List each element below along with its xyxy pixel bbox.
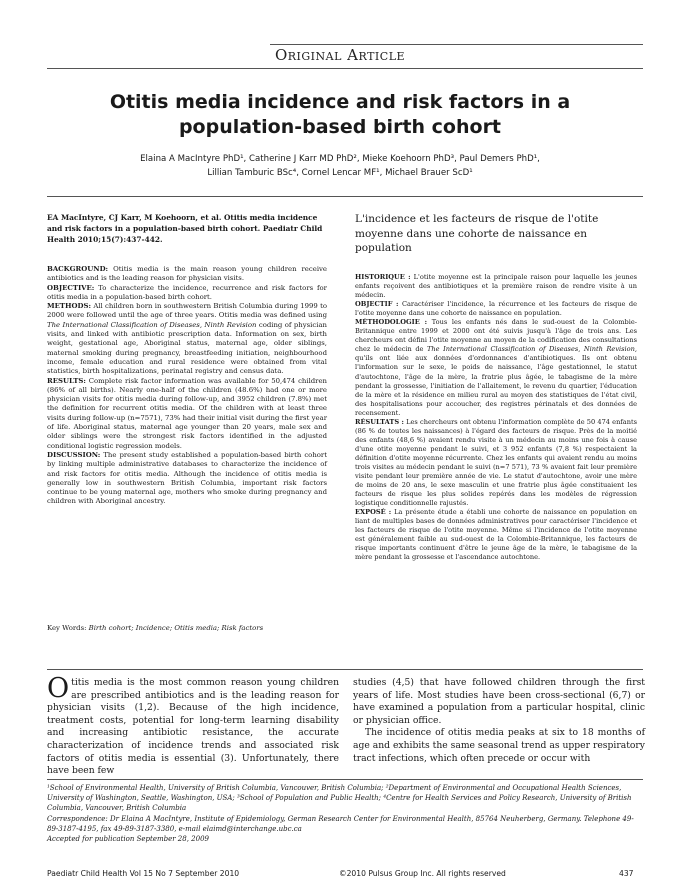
affiliations: ¹School of Environmental Health, University of British Columbia, Vancouver, British Columbia; ²Department of Environmental and Occupational Health Sciences, University of Washington, Seattle, Washington, USA; ³School of Population and Public Health; ⁴Centre for Health Services and Policy Research, University of British Columbia, Vancouver, British Columbia xyxy=(47,784,632,813)
fr-objectif-text: Caractériser l'incidence, la récurrence et les facteurs de risque de l'otite moyenne dans une cohorte de naissance en population. xyxy=(355,300,637,318)
body-column-2 xyxy=(353,677,645,765)
abstract-discussion-label: DISCUSSION: xyxy=(47,450,101,459)
footnote-rule xyxy=(47,779,643,780)
authors-rule xyxy=(47,196,643,197)
abstract-methods-label: METHODS: xyxy=(47,302,92,311)
correspondence: Correspondence: Dr Elaina A MacIntyre, Institute of Epidemiology, German Research Center for Environmental Health, 85764 Neuherberg, Germany. Telephone 49-89-3187-4195, fax 49-89-3187-3380, e-mail elaimd@interchange.ubc.ca xyxy=(47,814,634,833)
fr-methodologie-text-a: Tous les enfants nés dans le sud-ouest de la Colombie-Britannique entre 1999 et 2000 ont été suivis jusqu'à l'âge de trois ans. Les chercheurs ont défini l'otite moyenne au moyen de la codification des consultations chez le médecin de xyxy=(355,318,637,354)
fr-resultats-label: RÉSULTATS : xyxy=(355,417,404,426)
fr-expose xyxy=(355,508,637,562)
author-line-2: Lillian Tamburic BSc⁴, Cornel Lencar MF¹, Michael Brauer ScD¹ xyxy=(207,168,473,178)
fr-objectif xyxy=(355,300,637,318)
body-paragraph-3: The incidence of otitis media peaks at six to 18 months of age and exhibits the same seasonal trend as upper respiratory tract infections, which often precede or occur with xyxy=(353,727,645,764)
author-line-1: Elaina A MacIntyre PhD¹, Catherine J Karr MD PhD², Mieke Koehoorn PhD³, Paul Demers PhD¹, xyxy=(140,154,540,164)
fr-historique-label: HISTORIQUE : xyxy=(355,273,411,281)
fr-resultats-text: Les chercheurs ont obtenu l'information complète de 50 474 enfants (86 % de toutes les naissances) à l'égard des facteurs de risque. Près de la moitié des enfants (48,6 %) avaient rendu visite à un médecin au moins une fois à cause d'une otite moyenne pendant le suivi, et 3 952 enfants (7,8 %) respectaient la définition d'otite moyenne récurrente. Chez les enfants qui avaient rendu au moins trois visites au médecin pendant le suivi (n=7 571), 73 % avaient fait leur première visite pendant leur première année de vie. Le statut d'autochtone, avoir une mère de moins de 20 ans, le sexe masculin et une fratrie plus âgée constituaient les facteurs de risque les plus solides repérés dans les modèles de régression logistique conditionnelle rajustés. xyxy=(355,417,637,508)
footer-page-number: 437 xyxy=(619,869,634,878)
keywords xyxy=(47,624,327,633)
citation: EA MacIntyre, CJ Karr, M Koehoorn, et al. Otitis media incidence and risk factors in a population-based birth cohort. Paediatr Child Health 2010;15(7):437-442. xyxy=(47,213,323,244)
abstract-results-text: Complete risk factor information was available for 50,474 children (86% of all births). Nearly one-half of the children (48.6%) had one or more physician visits for otitis media during follow-up, and 3952 children (7.8%) met the definition for recurrent otitis media. Of the children with at least three visits during follow-up (n=7571), 73% had their initial visit during the first year of life. Aboriginal status, maternal age younger than 20 years, male sex and older siblings were the strongest risk factors identified in the adjusted conditional logistic regression models. xyxy=(47,376,327,450)
fr-methodologie xyxy=(355,318,637,418)
abstract-discussion xyxy=(47,451,327,507)
abstract-background-text: Otitis media is the main reason young children receive antibiotics and is the leading reason for physician visits. xyxy=(47,265,327,283)
abstract-methods-icd: The International Classification of Diseases, Ninth Revision xyxy=(47,320,257,329)
accepted-date: Accepted for publication September 28, 2009 xyxy=(47,835,209,844)
abstract-discussion-text: The present study established a population-based birth cohort by linking multiple administrative databases to characterize the incidence of and risk factors for otitis media. Although the incidence of otitis media is generally low in southwestern British Columbia, important risk factors continue to be young maternal age, mothers who smoke during pregnancy and children with Aboriginal ancestry. xyxy=(47,450,327,506)
fr-methodologie-icd: The International Classification of Diseases, Ninth Revision, xyxy=(427,345,637,354)
abstract-background xyxy=(47,265,327,284)
keywords-text: Birth cohort; Incidence; Otitis media; Risk factors xyxy=(88,624,264,632)
abstract-french xyxy=(355,273,637,563)
abstract-methods-text-a: All children born in southwestern British Columbia during 1999 to 2000 were followed until the age of three years. Otitis media was defined using xyxy=(47,302,327,320)
fr-historique xyxy=(355,273,637,300)
body-paragraph-2: studies (4,5) that have followed children through the first years of life. Most studies have been cross-sectional (6,7) or have examined a population from a particular hospital, clinic or physician office. xyxy=(353,677,645,726)
fr-resultats xyxy=(355,418,637,508)
header-rule-bottom xyxy=(47,68,643,69)
fr-methodologie-label: MÉTHODOLOGIE : xyxy=(355,318,428,327)
abstract-methods-text-b: coding of physician visits, and linked with antibiotic prescription data. Information on sex, birth weight, gestational age, Aboriginal status, maternal age, older siblings, maternal smoking during pregnancy, breastfeeding initiation, neighbourhood income, female education and rural residence were obtained from vital statistics, birth hospitalizations, perinatal registry and census data. xyxy=(47,320,327,376)
fr-objectif-label: OBJECTIF : xyxy=(355,300,399,309)
abstract-methods xyxy=(47,302,327,376)
fr-expose-label: EXPOSÉ : xyxy=(355,508,392,517)
fr-methodologie-text-b: qu'ils ont liée aux données d'ordonnances d'antibiotiques. Ils ont obtenu l'information sur le sexe, le poids de naissance, l'âge gestationnel, le statut d'autochtone, l'âge de la mère, la fratrie plus âgée, le tabagisme de la mère pendant la grossesse, l'initiation de l'allaitement, le revenu du quartier, l'éducation de la mère et la résidence en milieu rural au moyen des statistiques de l'état civil, des hospitalisations pour accoucher, des registres périnatals et des données de recensement. xyxy=(355,354,637,417)
abstract-rule xyxy=(47,669,643,670)
abstract-results-label: RESULTS: xyxy=(47,376,86,385)
footnotes xyxy=(47,783,643,844)
footer-copyright: ©2010 Pulsus Group Inc. All rights reserved xyxy=(339,869,506,878)
body-column-1 xyxy=(47,673,339,778)
abstract-objective-text: To characterize the incidence, recurrence and risk factors for otitis media in a population-based birth cohort. xyxy=(47,283,327,301)
dropcap: O xyxy=(47,673,70,704)
section-label: Original Article xyxy=(274,46,406,64)
body-paragraph-1 xyxy=(47,673,339,778)
author-list xyxy=(100,152,580,180)
abstract-results xyxy=(47,377,327,451)
abstract-english xyxy=(47,265,327,507)
footer-journal: Paediatr Child Health Vol 15 No 7 September 2010 xyxy=(47,869,240,878)
fr-historique-text: L'otite moyenne est la principale raison pour laquelle les jeunes enfants reçoivent des antibiotiques et la première raison de rendre visite à un médecin. xyxy=(355,273,637,300)
keywords-label: Key Words: xyxy=(47,624,87,632)
abstract-objective xyxy=(47,284,327,303)
abstract-background-label: BACKGROUND: xyxy=(47,265,109,273)
header-rule xyxy=(270,44,643,45)
fr-expose-text: La présente étude a établi une cohorte de naissance en population en liant de multiples bases de données administratives pour caractériser l'incidence et les facteurs de risque de l'otite moyenne. Même si l'incidence de l'otite moyenne est généralement faible au sud-ouest de la Colombie-Britannique, les facteurs de risque importants continuent d'être le jeune âge de la mère, le tabagisme de la mère pendant la grossesse et l'ascendance autochtone. xyxy=(355,508,637,562)
abstract-objective-label: OBJECTIVE: xyxy=(47,283,95,292)
article-title: Otitis media incidence and risk factors in a population-based birth cohort xyxy=(109,91,571,138)
body-text-col1: titis media is the most common reason young children are prescribed antibiotics and is the leading reason for physician visits (1,2). Because of the high incidence, treatment costs, potential for long-term learning disability and increasing antibiotic resistance, the accurate characterization of incidence trends and associated risk factors of otitis media is essential (3). Unfortunately, there have been few xyxy=(47,677,339,777)
french-title: L'incidence et les facteurs de risque de l'otite moyenne dans une cohorte de naissance en population xyxy=(355,213,599,254)
